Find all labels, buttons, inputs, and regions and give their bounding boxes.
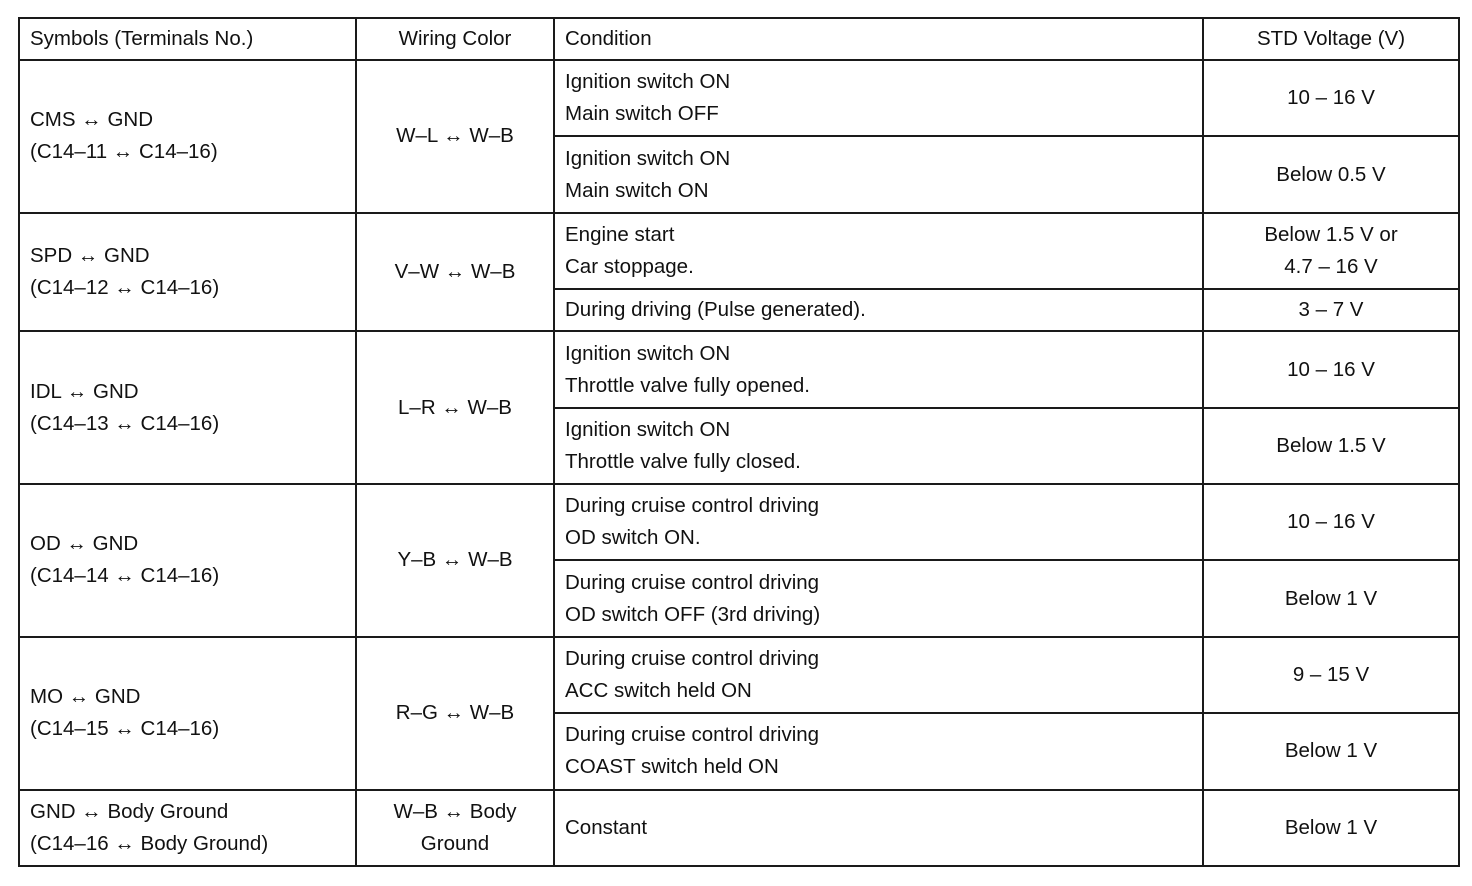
symbol-cell (19, 637, 356, 790)
condition-line: During cruise control driving (565, 723, 820, 747)
voltage-line: 4.7 – 16 V (1284, 254, 1378, 278)
table-row (19, 484, 1459, 560)
condition-line: Throttle valve fully closed. (565, 449, 801, 473)
terminal-numbers: (C14–16 ↔ Body Ground) (30, 831, 269, 855)
condition-cell (554, 289, 1203, 331)
voltage-cell: Below 0.5 V (1203, 136, 1459, 212)
symbol-cell (19, 213, 356, 332)
symbol-cell (19, 790, 356, 866)
terminal-voltage-table (18, 17, 1460, 867)
table-row (19, 60, 1459, 136)
condition-line: Engine start (565, 222, 675, 246)
condition-line: During cruise control driving (565, 647, 820, 671)
condition-line: Car stoppage. (565, 254, 694, 278)
condition-line: During driving (Pulse generated). (565, 298, 866, 322)
header-row (19, 18, 1459, 60)
condition-cell (554, 408, 1203, 484)
symbol-cell (19, 60, 356, 213)
wiring-line: Ground (420, 831, 490, 855)
condition-line: During cruise control driving (565, 570, 820, 594)
table-row-ground (19, 790, 1459, 866)
wiring-color-cell: W–L ↔ W–B (356, 60, 554, 213)
condition-cell (554, 60, 1203, 136)
header-symbols: Symbols (Terminals No.) (19, 18, 356, 60)
symbol-label: IDL ↔ GND (30, 379, 139, 403)
terminal-numbers: (C14–13 ↔ C14–16) (30, 411, 220, 435)
condition-cell (554, 713, 1203, 789)
symbol-label: GND ↔ Body Ground (30, 799, 229, 823)
voltage-cell (1203, 213, 1459, 289)
symbol-cell (19, 331, 356, 484)
condition-line: Main switch ON (565, 178, 709, 202)
table-row (19, 331, 1459, 407)
voltage-cell: Below 1 V (1203, 560, 1459, 636)
symbol-cell (19, 484, 356, 637)
header-wiring-color: Wiring Color (356, 18, 554, 60)
voltage-cell: 10 – 16 V (1203, 60, 1459, 136)
condition-cell: Constant (554, 790, 1203, 866)
voltage-cell: Below 1 V (1203, 790, 1459, 866)
header-condition: Condition (554, 18, 1203, 60)
wiring-color-cell: Y–B ↔ W–B (356, 484, 554, 637)
voltage-cell: Below 1 V (1203, 713, 1459, 789)
wiring-color-cell: R–G ↔ W–B (356, 637, 554, 790)
table-row (19, 213, 1459, 289)
wiring-color-cell: V–W ↔ W–B (356, 213, 554, 332)
condition-line: Ignition switch ON (565, 146, 731, 170)
terminal-numbers: (C14–11 ↔ C14–16) (30, 140, 218, 164)
condition-cell (554, 637, 1203, 713)
condition-line: Ignition switch ON (565, 341, 731, 365)
condition-line: OD switch ON. (565, 526, 701, 550)
wiring-color-cell: L–R ↔ W–B (356, 331, 554, 484)
symbol-label: SPD ↔ GND (30, 244, 150, 268)
condition-line: During cruise control driving (565, 494, 820, 518)
terminal-numbers: (C14–14 ↔ C14–16) (30, 564, 220, 588)
condition-line: ACC switch held ON (565, 679, 752, 703)
terminal-numbers: (C14–15 ↔ C14–16) (30, 717, 220, 741)
voltage-cell: 3 – 7 V (1203, 289, 1459, 331)
symbol-label: MO ↔ GND (30, 685, 141, 709)
condition-cell (554, 331, 1203, 407)
voltage-line: Below 1.5 V or (1264, 222, 1398, 246)
symbol-label: OD ↔ GND (30, 532, 139, 556)
symbol-label: CMS ↔ GND (30, 108, 153, 132)
voltage-cell: 9 – 15 V (1203, 637, 1459, 713)
condition-line: Main switch OFF (565, 102, 719, 126)
voltage-cell: Below 1.5 V (1203, 408, 1459, 484)
table-row (19, 637, 1459, 713)
condition-cell (554, 213, 1203, 289)
condition-cell (554, 484, 1203, 560)
condition-line: Ignition switch ON (565, 417, 731, 441)
condition-line: Ignition switch ON (565, 70, 731, 94)
condition-line: Throttle valve fully opened. (565, 373, 810, 397)
condition-line: COAST switch held ON (565, 755, 779, 779)
condition-cell (554, 560, 1203, 636)
wiring-color-cell (356, 790, 554, 866)
wiring-line: W–B ↔ Body (393, 799, 517, 823)
voltage-cell: 10 – 16 V (1203, 331, 1459, 407)
condition-line: OD switch OFF (3rd driving) (565, 602, 821, 626)
condition-cell (554, 136, 1203, 212)
header-std-voltage: STD Voltage (V) (1203, 18, 1459, 60)
voltage-cell: 10 – 16 V (1203, 484, 1459, 560)
terminal-numbers: (C14–12 ↔ C14–16) (30, 276, 220, 300)
